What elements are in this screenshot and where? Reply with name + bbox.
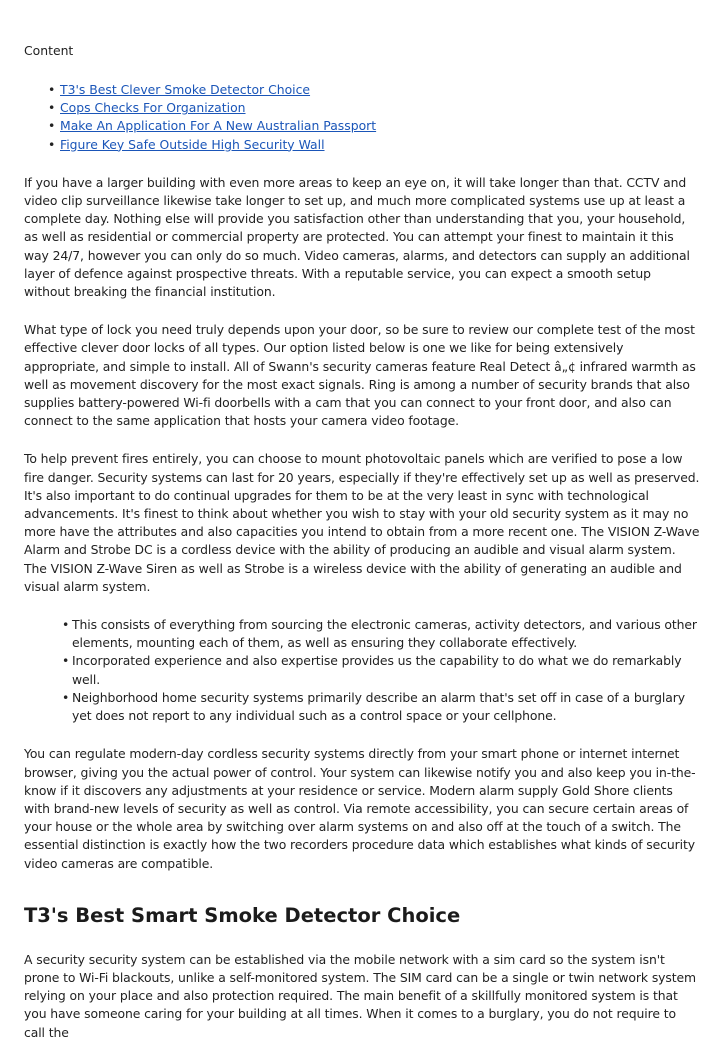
bullet-item: • Incorporated experience and also expertise provides us the capability to do what we do remarkably well. [72, 652, 700, 688]
toc-link[interactable]: Make An Application For A New Australian Passport [60, 118, 377, 134]
article [24, 42, 700, 1062]
toc-item [60, 81, 700, 99]
content-label: Content [24, 43, 74, 58]
paragraph: If you have a larger building with even more areas to keep an eye on, it will take longer than that. CCTV and video clip surveillance likewise take longer to set up, and much more complicated systems use up at least a complete day. Nothing else will provide you satisfaction other than understanding that you, your household, as well as residential or commercial property are protected. You can attempt your finest to maintain it this way 24/7, however you can only do so much. Video cameras, alarms, and detectors can supply an additional layer of defence against prospective threats. With a reputable service, you can expect a smooth setup without breaking the financial institution. [24, 174, 690, 300]
paragraph: What type of lock you need truly depends upon your door, so be sure to review our complete test of the most effective clever door locks of all types. Our option listed below is one we like for being extensively appropriate, and simple to install. All of Swann's security cameras feature Real Detect â„¢ infrared warmth as well as movement discovery for the most exact signals. Ring is among a number of security brands that also supplies battery-powered Wi-fi doorbells with a cam that you can connect to your front door, and also can connect to the same application that hosts your camera video footage. [24, 322, 696, 429]
paragraph: A security security system can be established via the mobile network with a sim card so the system isn't prone to Wi-Fi blackouts, unlike a self-monitored system. The SIM card can be a single or twin network system relying on your place and also protection required. The main benefit of a skillfully monitored system is that you have someone caring for your building at all times. When it comes to a burglary, you do not require to call the [24, 951, 697, 1040]
toc-link[interactable]: T3's Best Clever Smoke Detector Choice [60, 82, 311, 97]
bullet-item: • Neighborhood home security systems primarily describe an alarm that's set off in case of a burglary yet does not report to any individual such as a control space or your cellphone. [72, 689, 700, 725]
section-heading: T3's Best Smart Smoke Detector Choice [24, 903, 461, 927]
bullet-item: • This consists of everything from sourcing the electronic cameras, activity detectors, and various other elements, mounting each of them, as well as ensuring they collaborate effectively. [72, 616, 700, 652]
toc-item [60, 117, 700, 135]
paragraph: You can regulate modern-day cordless security systems directly from your smart phone or internet internet browser, giving you the actual power of control. Your system can likewise notify you and also keep you in-the-know if it discovers any adjustments at your residence or service. Modern alarm supply Gold Shore clients with brand-new levels of security as well as control. Via remote accessibility, you can secure certain areas of your house or the whole area by switching over alarm systems on and also off at the touch of a switch. The essential distinction is exactly how the two recorders procedure data which establishes what kinds of security video cameras are compatible. [24, 746, 696, 871]
toc-item [60, 99, 700, 117]
toc-link[interactable]: Cops Checks For Organization [60, 100, 246, 116]
paragraph: To help prevent fires entirely, you can choose to mount photovoltaic panels which are verified to pose a low fire danger. Security systems can last for 20 years, especially if they're effectively set up as well as preserved. It's also important to do continual upgrades for them to be at the very least in sync with technological advancements. It's finest to think about whether you wish to stay with your old security system as it may no more have the attributes and also capacities you intend to obtain from a more recent one. The VISION Z-Wave Alarm and Strobe DC is a cordless device with the ability of producing an audible and visual alarm system. The VISION Z-Wave Siren as well as Strobe is a wireless device with the ability of generating an audible and visual alarm system. [24, 451, 700, 594]
table-of-contents [24, 81, 700, 154]
bullet-list [24, 616, 700, 725]
toc-link[interactable]: Figure Key Safe Outside High Security Wall [60, 136, 325, 152]
toc-item [60, 136, 700, 154]
